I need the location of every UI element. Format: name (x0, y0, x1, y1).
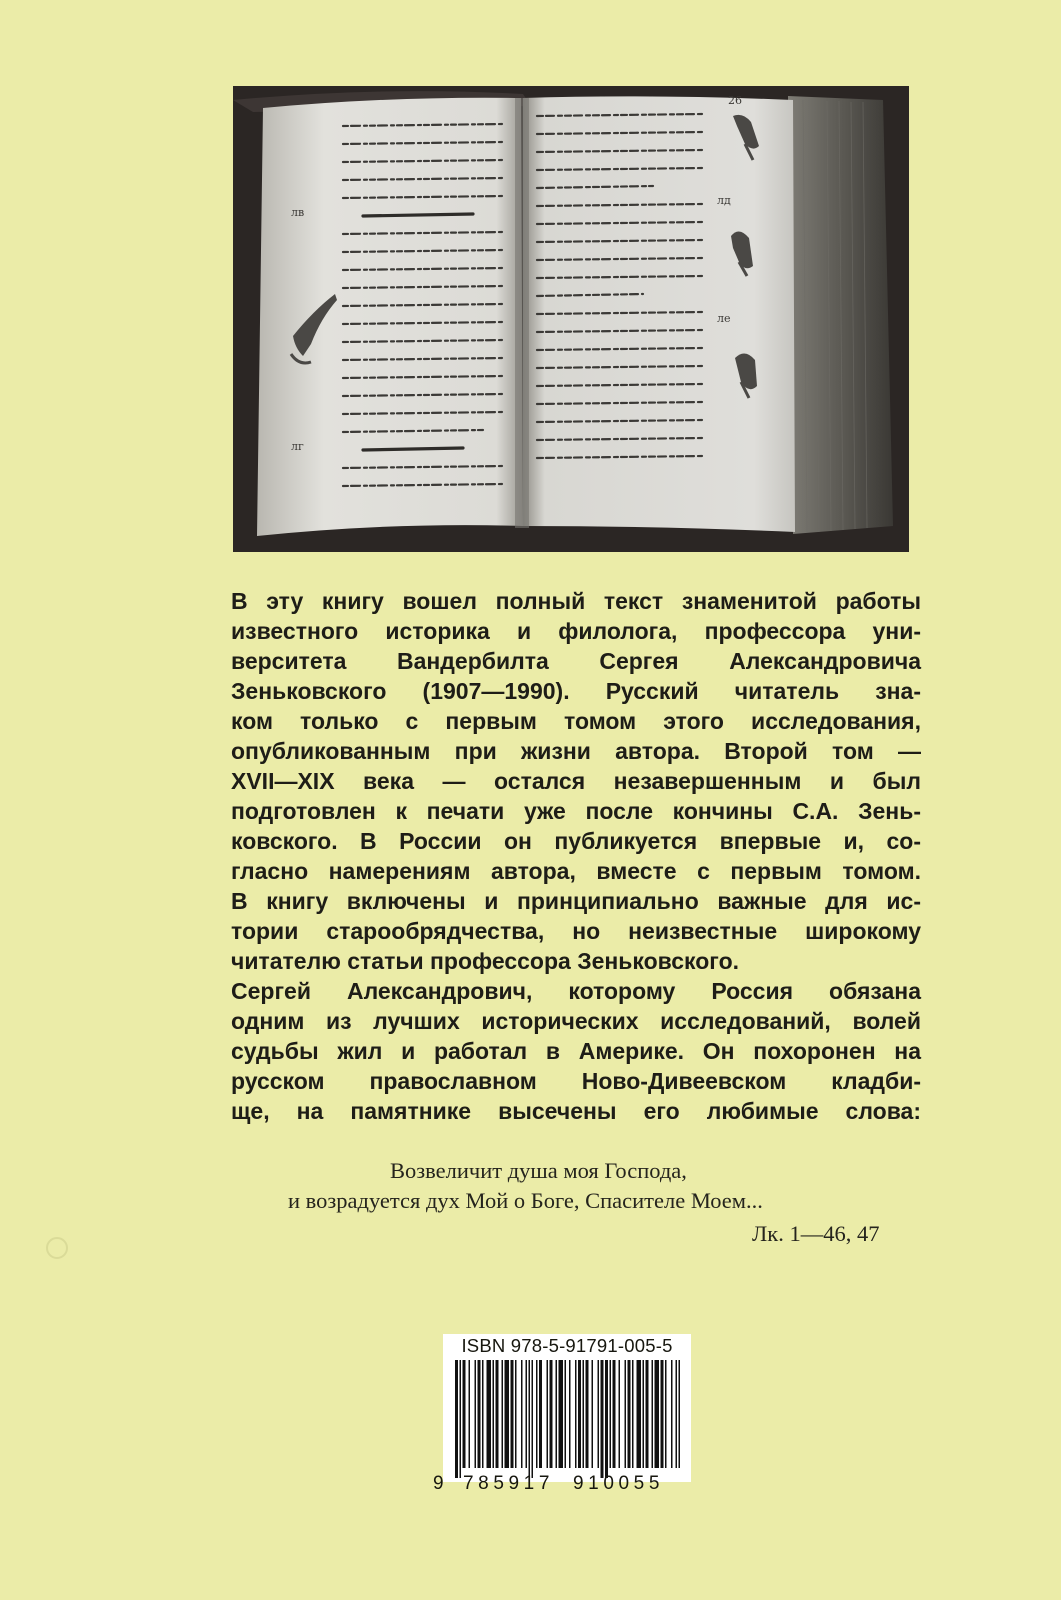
barcode-bar (671, 1360, 673, 1468)
barcode-bar (511, 1360, 514, 1468)
description-line: опубликованным при жизни автора. Второй том — (231, 738, 921, 764)
barcode-bar (539, 1360, 542, 1468)
barcode-bar (505, 1360, 510, 1468)
barcode-digits-left: 785917 (463, 1473, 555, 1494)
description-line: одним из лучших исторических исследований, волей (231, 1008, 921, 1034)
barcode-bar (478, 1360, 481, 1468)
description-line: судьбы жил и работал в Америке. Он похоронен на (231, 1038, 921, 1064)
description-line: ще, на памятнике высечены его любимые слова: (231, 1098, 921, 1124)
description-line: Сергей Александрович, которому Россия обязана (231, 978, 921, 1004)
barcode-bar (487, 1360, 492, 1468)
svg-text:ле: ле (717, 312, 731, 325)
barcode-bar (565, 1360, 567, 1468)
description-line: В книгу включены и принципиально важные для ис- (231, 888, 921, 914)
barcode-bar (592, 1360, 594, 1468)
description-line: XVII—XIX века — остался незавершенным и был (231, 768, 921, 794)
page-number-26: 26 (728, 94, 742, 107)
barcode-bar (586, 1360, 589, 1468)
barcode-bar (652, 1360, 654, 1468)
barcode-bar (578, 1360, 581, 1468)
barcode-bar (532, 1360, 534, 1478)
emboss-mark (46, 1237, 68, 1259)
barcode-bar (463, 1360, 466, 1468)
barcode-bar (619, 1360, 621, 1468)
barcode-bar (625, 1360, 627, 1468)
isbn-label: ISBN 978-5-91791-005-5 (461, 1335, 673, 1356)
description-line: подготовлен к печати уже после кончины С.А. Зень- (231, 798, 921, 824)
barcode-bar (460, 1360, 462, 1478)
barcode-digit-prefix: 9 (433, 1473, 444, 1494)
barcode-bar (646, 1360, 649, 1468)
barcode-bar (493, 1360, 495, 1468)
barcode-bar (559, 1360, 564, 1468)
barcode-bar (598, 1360, 600, 1468)
barcode-bar (496, 1360, 499, 1468)
barcode-bar (482, 1360, 484, 1468)
barcode-bar (610, 1360, 612, 1468)
epigraph-line-2: и возрадуется дух Мой о Боге, Спасителе Моем... (288, 1188, 763, 1213)
barcode-bar (605, 1360, 608, 1478)
barcode-bar (655, 1360, 660, 1468)
barcode-bar (569, 1360, 571, 1468)
barcode-bar (632, 1360, 634, 1468)
barcode-bar (529, 1360, 531, 1478)
description-line: ковского. В России он публикуется впервые и, со- (231, 828, 921, 854)
barcode-bar (676, 1360, 678, 1468)
barcode-bar (679, 1360, 681, 1468)
barcode-bar (536, 1360, 538, 1468)
barcode-bar (526, 1360, 528, 1468)
barcode-bar (475, 1360, 477, 1468)
barcode-digits-right: 910055 (573, 1473, 665, 1494)
barcode-bar (637, 1360, 642, 1468)
description-line: русском православном Ново-Дивеевском кладби- (231, 1068, 921, 1094)
epigraph-citation: Лк. 1—46, 47 (752, 1221, 880, 1246)
barcode-bar (455, 1360, 458, 1478)
description-line: верситета Вандербилта Сергея Александровича (231, 648, 921, 674)
barcode-bar (547, 1360, 549, 1468)
svg-text:лг: лг (291, 440, 304, 453)
description-line: ком только с первым томом этого исследования, (231, 708, 921, 734)
barcode-bar (628, 1360, 631, 1468)
description-line: В эту книгу вошел полный текст знаменитой работы (231, 588, 921, 614)
barcode-bar (515, 1360, 517, 1468)
barcode-bar (665, 1360, 667, 1468)
barcode-bar (469, 1360, 471, 1468)
manuscript-book-photo (233, 86, 909, 552)
description-line: тории старообрядчества, но неизвестные широкому (231, 918, 921, 944)
description-line: гласно намерениям автора, вместе с первым томом. (231, 858, 921, 884)
svg-text:лв: лв (291, 206, 305, 219)
description-line: Зеньковского (1907—1990). Русский читатель зна- (231, 678, 921, 704)
barcode-bar (575, 1360, 577, 1468)
barcode-bar (521, 1360, 523, 1468)
barcode-bar (550, 1360, 553, 1468)
barcode-bar (613, 1360, 616, 1468)
epigraph-line-1: Возвеличит душа моя Господа, (390, 1158, 687, 1183)
barcode-bar (643, 1360, 645, 1468)
svg-text:лд: лд (717, 194, 731, 207)
description-line: известного историка и филолога, профессора уни- (231, 618, 921, 644)
barcode-bar (502, 1360, 504, 1468)
barcode-bar (556, 1360, 558, 1468)
description-line: читателю статьи профессора Зеньковского. (231, 948, 740, 974)
barcode-bar (583, 1360, 585, 1468)
barcode-bar (601, 1360, 604, 1478)
barcode-bar (661, 1360, 664, 1468)
